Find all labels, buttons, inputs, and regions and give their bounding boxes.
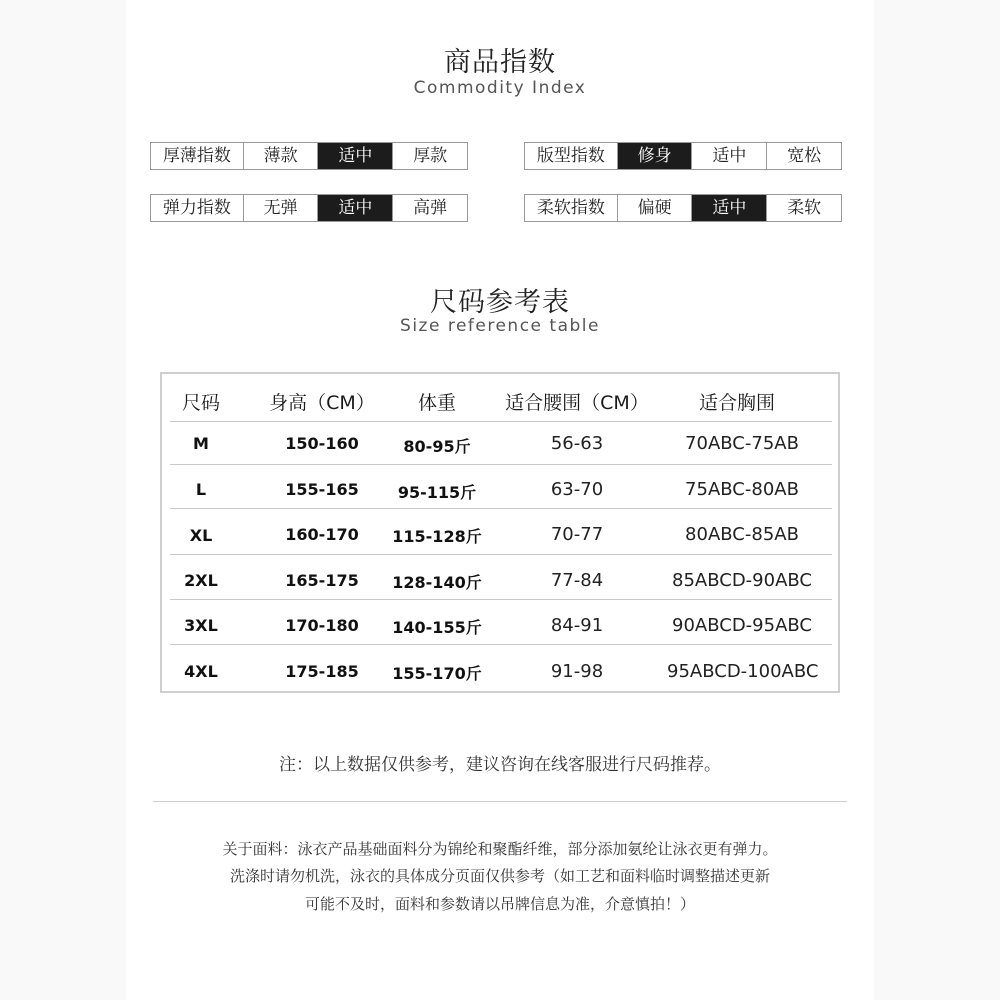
index-option: 柔软 <box>766 195 841 221</box>
row-divider <box>170 644 832 645</box>
size-table-subtitle: Size reference table <box>400 316 600 336</box>
cell-size: M <box>193 434 209 453</box>
index-option-selected: 适中 <box>317 195 392 221</box>
cell-height: 160-170 <box>285 525 359 544</box>
index-row-softness <box>524 194 842 222</box>
commodity-subtitle: Commodity Index <box>413 78 587 98</box>
cell-weight: 128-140斤 <box>392 573 482 592</box>
cell-chest: 95ABCD-100ABC <box>667 661 819 682</box>
index-option: 厚款 <box>392 143 467 169</box>
cell-chest: 70ABC-75AB <box>685 433 799 454</box>
index-option-selected: 适中 <box>317 143 392 169</box>
row-divider <box>170 554 832 555</box>
header-waist: 适合腰围（CM） <box>505 392 649 414</box>
cell-weight: 140-155斤 <box>392 618 482 637</box>
cell-size: 4XL <box>184 662 218 681</box>
cell-weight: 95-115斤 <box>397 483 477 502</box>
cell-size: 2XL <box>184 571 218 590</box>
cell-height: 150-160 <box>285 434 359 453</box>
fabric-note-line: 可能不及时，面料和参数请以吊牌信息为准，介意慎拍！） <box>304 895 695 913</box>
cell-waist: 84-91 <box>550 615 604 636</box>
index-option: 偏硬 <box>617 195 692 221</box>
commodity-title: 商品指数 <box>444 47 556 78</box>
cell-height: 165-175 <box>285 571 359 590</box>
index-option-selected: 修身 <box>617 143 692 169</box>
header-size: 尺码 <box>181 392 220 414</box>
cell-chest: 85ABCD-90ABC <box>672 570 812 591</box>
cell-weight: 115-128斤 <box>392 527 482 546</box>
index-label: 厚薄指数 <box>162 146 231 166</box>
cell-size: XL <box>189 526 213 545</box>
size-note: 注：以上数据仅供参考，建议咨询在线客服进行尺码推荐。 <box>279 755 721 775</box>
index-row-thickness <box>150 142 468 170</box>
fabric-note-line: 关于面料：泳衣产品基础面料分为锦纶和聚酯纤维，部分添加氨纶让泳衣更有弹力。 <box>222 840 778 858</box>
index-row-fit <box>524 142 842 170</box>
cell-chest: 90ABCD-95ABC <box>672 615 812 636</box>
index-label: 版型指数 <box>536 146 605 166</box>
cell-size: L <box>195 480 207 499</box>
cell-height: 155-165 <box>285 480 359 499</box>
index-option: 高弹 <box>392 195 467 221</box>
cell-waist: 63-70 <box>550 479 604 500</box>
index-option: 无弹 <box>243 195 318 221</box>
index-option: 宽松 <box>766 143 841 169</box>
cell-height: 175-185 <box>285 662 359 681</box>
index-option: 适中 <box>691 143 766 169</box>
cell-weight: 155-170斤 <box>392 664 482 683</box>
section-divider <box>153 801 847 802</box>
size-table-title: 尺码参考表 <box>430 287 570 318</box>
index-option-selected: 适中 <box>691 195 766 221</box>
cell-size: 3XL <box>184 616 218 635</box>
cell-waist: 70-77 <box>550 524 604 545</box>
cell-chest: 80ABC-85AB <box>685 524 799 545</box>
size-table <box>160 372 840 693</box>
index-row-elasticity <box>150 194 468 222</box>
header-weight: 体重 <box>417 392 456 414</box>
cell-waist: 77-84 <box>550 570 604 591</box>
index-label: 弹力指数 <box>162 198 231 218</box>
row-divider <box>170 421 832 422</box>
index-option: 薄款 <box>243 143 318 169</box>
cell-weight: 80-95斤 <box>403 437 471 456</box>
row-divider <box>170 599 832 600</box>
index-label: 柔软指数 <box>536 198 605 218</box>
cell-waist: 91-98 <box>550 661 604 682</box>
fabric-note-line: 洗涤时请勿机洗，泳衣的具体成分页面仅供参考（如工艺和面料临时调整描述更新 <box>229 867 770 885</box>
row-divider <box>170 508 832 509</box>
header-height: 身高（CM） <box>269 392 375 414</box>
header-chest: 适合胸围 <box>698 392 775 414</box>
cell-chest: 75ABC-80AB <box>685 479 799 500</box>
cell-waist: 56-63 <box>550 433 604 454</box>
cell-height: 170-180 <box>285 616 359 635</box>
row-divider <box>170 464 832 465</box>
